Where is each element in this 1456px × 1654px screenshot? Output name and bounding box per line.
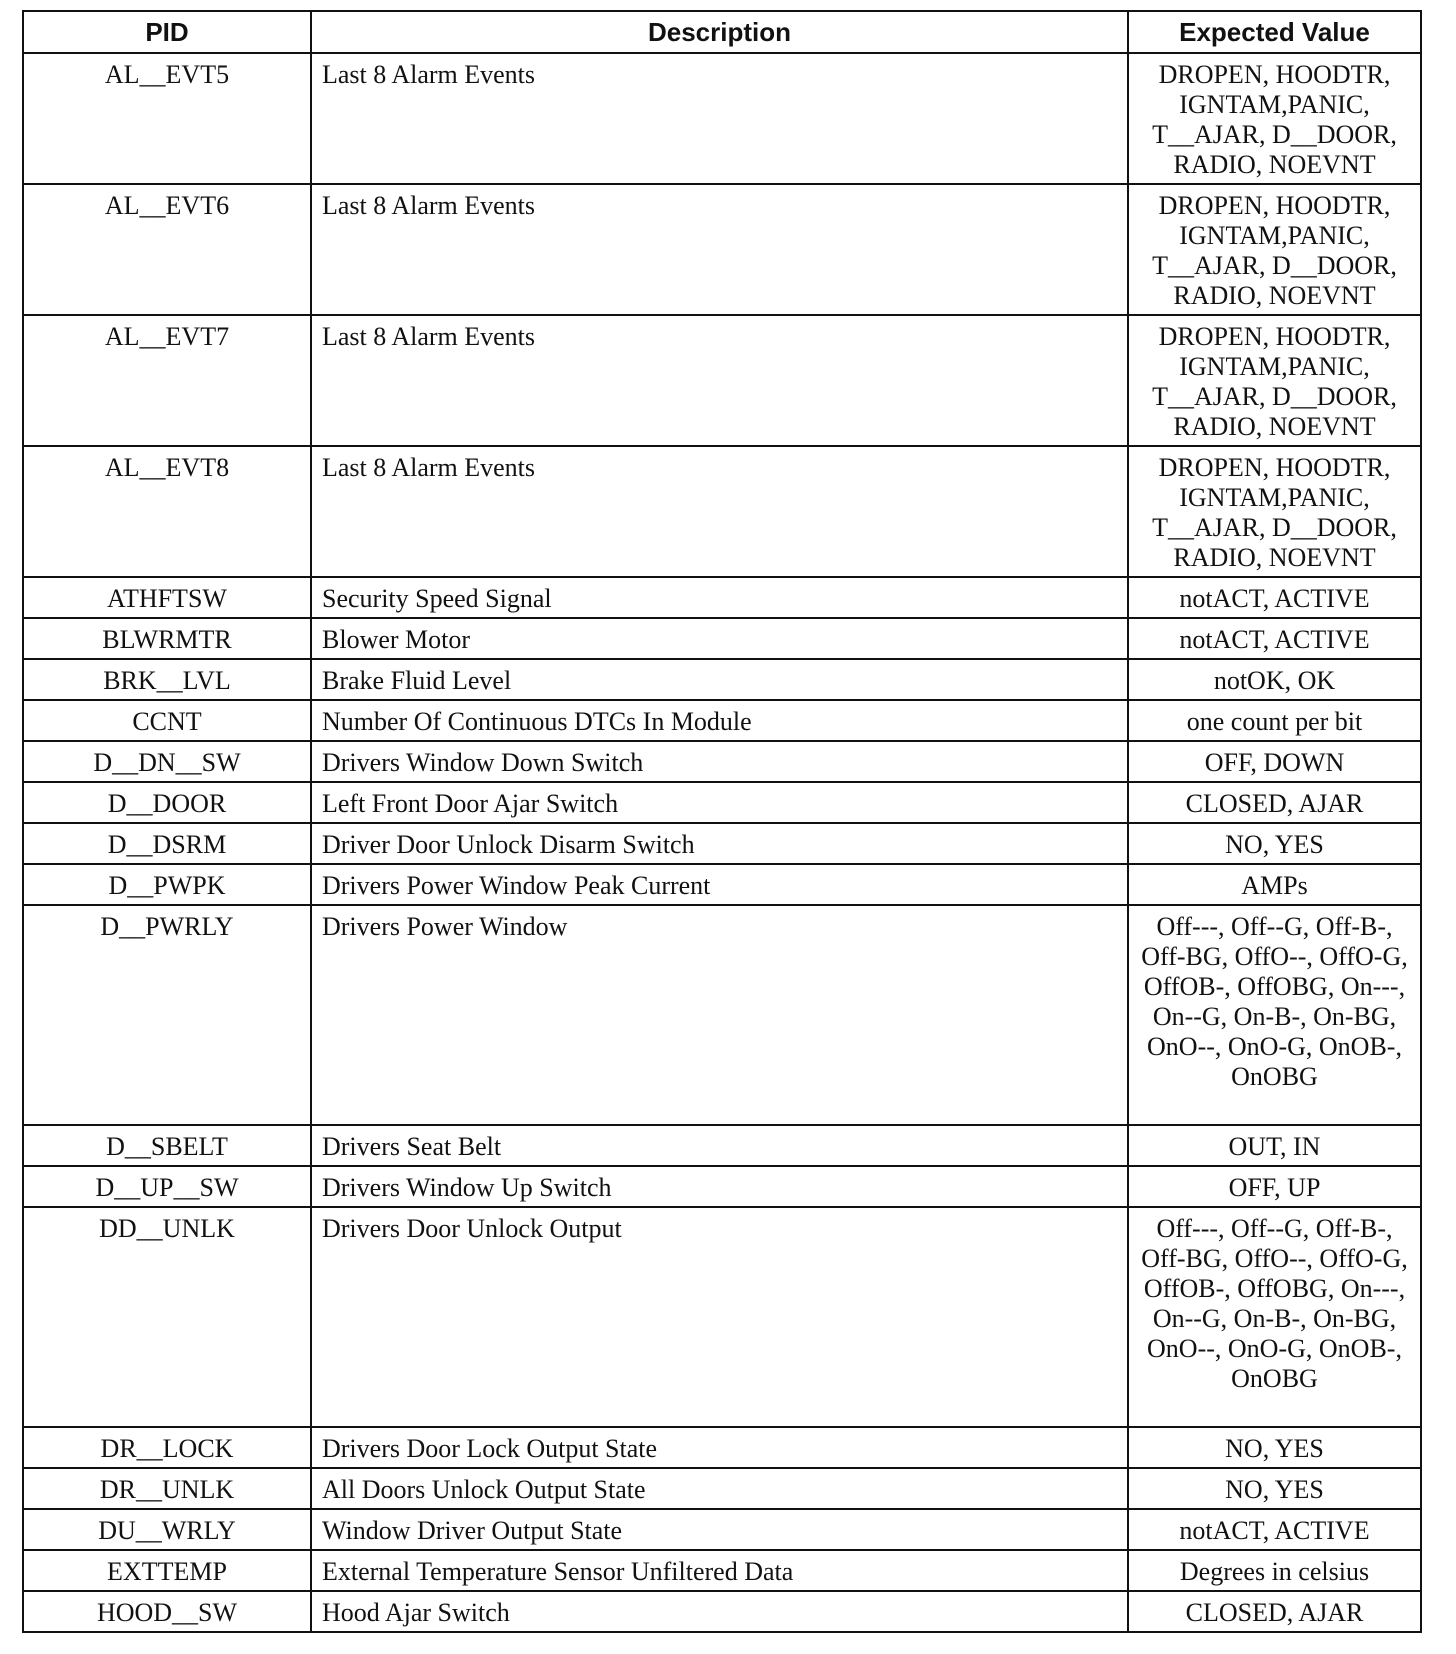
expected-value-cell: DROPEN, HOODTR, IGNTAM,PANIC, T__AJAR, D__DOOR, RADIO, NOEVNT: [1128, 184, 1421, 315]
description-cell: Drivers Seat Belt: [311, 1125, 1128, 1166]
expected-value-cell: NO, YES: [1128, 1427, 1421, 1468]
expected-value-cell: notOK, OK: [1128, 659, 1421, 700]
description-cell: Drivers Window Up Switch: [311, 1166, 1128, 1207]
description-cell: Drivers Door Unlock Output: [311, 1207, 1128, 1427]
expected-value-cell: notACT, ACTIVE: [1128, 1509, 1421, 1550]
pid-cell: D__PWPK: [23, 864, 311, 905]
pid-cell: AL__EVT7: [23, 315, 311, 446]
header-pid: PID: [23, 11, 311, 53]
description-cell: Brake Fluid Level: [311, 659, 1128, 700]
header-description: Description: [311, 11, 1128, 53]
table-row: [23, 659, 1421, 700]
description-cell: Last 8 Alarm Events: [311, 184, 1128, 315]
table-row: [23, 1591, 1421, 1632]
description-cell: Drivers Power Window Peak Current: [311, 864, 1128, 905]
table-row: [23, 1166, 1421, 1207]
description-cell: Driver Door Unlock Disarm Switch: [311, 823, 1128, 864]
table-row: [23, 823, 1421, 864]
table-row: [23, 184, 1421, 315]
description-cell: External Temperature Sensor Unfiltered Data: [311, 1550, 1128, 1591]
table-row: [23, 446, 1421, 577]
table-row: [23, 905, 1421, 1125]
table-row: [23, 1550, 1421, 1591]
pid-cell: D__DOOR: [23, 782, 311, 823]
description-cell: Drivers Window Down Switch: [311, 741, 1128, 782]
expected-value-cell: AMPs: [1128, 864, 1421, 905]
description-cell: Left Front Door Ajar Switch: [311, 782, 1128, 823]
description-cell: Last 8 Alarm Events: [311, 53, 1128, 184]
expected-value-cell: notACT, ACTIVE: [1128, 577, 1421, 618]
header-expected-value: Expected Value: [1128, 11, 1421, 53]
pid-cell: BRK__LVL: [23, 659, 311, 700]
pid-cell: EXTTEMP: [23, 1550, 311, 1591]
expected-value-cell: Off---, Off--G, Off-B-, Off-BG, OffO--, OffO-G, OffOB-, OffOBG, On---, On--G, On-B-, On-BG, OnO--, OnO-G, OnOB-, OnOBG: [1128, 905, 1421, 1125]
expected-value-cell: CLOSED, AJAR: [1128, 1591, 1421, 1632]
table-row: [23, 1125, 1421, 1166]
description-cell: Drivers Door Lock Output State: [311, 1427, 1128, 1468]
table-row: [23, 700, 1421, 741]
pid-cell: DR__LOCK: [23, 1427, 311, 1468]
description-cell: Number Of Continuous DTCs In Module: [311, 700, 1128, 741]
header-row: [23, 11, 1421, 53]
expected-value-cell: OFF, UP: [1128, 1166, 1421, 1207]
pid-cell: HOOD__SW: [23, 1591, 311, 1632]
expected-value-cell: DROPEN, HOODTR, IGNTAM,PANIC, T__AJAR, D__DOOR, RADIO, NOEVNT: [1128, 53, 1421, 184]
expected-value-cell: one count per bit: [1128, 700, 1421, 741]
table-row: [23, 53, 1421, 184]
pid-cell: ATHFTSW: [23, 577, 311, 618]
description-cell: Last 8 Alarm Events: [311, 446, 1128, 577]
description-cell: Window Driver Output State: [311, 1509, 1128, 1550]
table-row: [23, 1509, 1421, 1550]
table-row: [23, 1468, 1421, 1509]
table-row: [23, 782, 1421, 823]
expected-value-cell: Off---, Off--G, Off-B-, Off-BG, OffO--, OffO-G, OffOB-, OffOBG, On---, On--G, On-B-, On-BG, OnO--, OnO-G, OnOB-, OnOBG: [1128, 1207, 1421, 1427]
table-row: [23, 618, 1421, 659]
expected-value-cell: NO, YES: [1128, 1468, 1421, 1509]
table-row: [23, 1427, 1421, 1468]
pid-cell: D__UP__SW: [23, 1166, 311, 1207]
description-cell: Hood Ajar Switch: [311, 1591, 1128, 1632]
pid-cell: D__SBELT: [23, 1125, 311, 1166]
expected-value-cell: CLOSED, AJAR: [1128, 782, 1421, 823]
pid-cell: AL__EVT5: [23, 53, 311, 184]
expected-value-cell: Degrees in celsius: [1128, 1550, 1421, 1591]
expected-value-cell: DROPEN, HOODTR, IGNTAM,PANIC, T__AJAR, D__DOOR, RADIO, NOEVNT: [1128, 446, 1421, 577]
table-row: [23, 864, 1421, 905]
pid-cell: AL__EVT8: [23, 446, 311, 577]
expected-value-cell: DROPEN, HOODTR, IGNTAM,PANIC, T__AJAR, D__DOOR, RADIO, NOEVNT: [1128, 315, 1421, 446]
table-row: [23, 577, 1421, 618]
table-row: [23, 1207, 1421, 1427]
pid-cell: D__DSRM: [23, 823, 311, 864]
pid-table: [22, 10, 1422, 1633]
pid-cell: DD__UNLK: [23, 1207, 311, 1427]
description-cell: Security Speed Signal: [311, 577, 1128, 618]
pid-cell: AL__EVT6: [23, 184, 311, 315]
pid-cell: D__PWRLY: [23, 905, 311, 1125]
pid-cell: DU__WRLY: [23, 1509, 311, 1550]
pid-cell: D__DN__SW: [23, 741, 311, 782]
expected-value-cell: OUT, IN: [1128, 1125, 1421, 1166]
description-cell: Last 8 Alarm Events: [311, 315, 1128, 446]
table-row: [23, 315, 1421, 446]
table-row: [23, 741, 1421, 782]
pid-cell: DR__UNLK: [23, 1468, 311, 1509]
expected-value-cell: OFF, DOWN: [1128, 741, 1421, 782]
description-cell: All Doors Unlock Output State: [311, 1468, 1128, 1509]
pid-cell: BLWRMTR: [23, 618, 311, 659]
expected-value-cell: notACT, ACTIVE: [1128, 618, 1421, 659]
pid-cell: CCNT: [23, 700, 311, 741]
description-cell: Drivers Power Window: [311, 905, 1128, 1125]
expected-value-cell: NO, YES: [1128, 823, 1421, 864]
description-cell: Blower Motor: [311, 618, 1128, 659]
